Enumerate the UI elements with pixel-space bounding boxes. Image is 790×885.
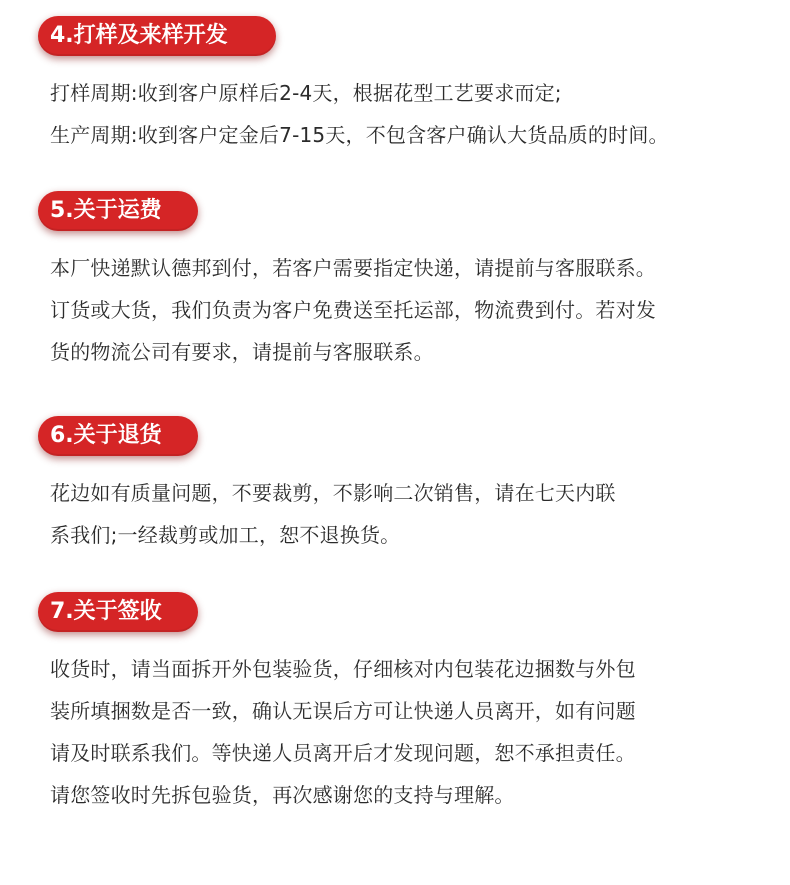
section-body bbox=[50, 648, 636, 816]
body-line: 收货时，请当面拆开外包装验货，仔细核对内包装花边捆数与外包 bbox=[50, 657, 636, 681]
section-title-badge: 7.关于签收 bbox=[38, 592, 198, 632]
body-line: 装所填捆数是否一致，确认无误后方可让快递人员离开，如有问题 bbox=[50, 699, 636, 723]
section-body bbox=[50, 247, 656, 373]
body-line: 请您签收时先拆包验货，再次感谢您的支持与理解。 bbox=[50, 783, 515, 807]
body-line: 订货或大货，我们负责为客户免费送至托运部，物流费到付。若对发 bbox=[50, 298, 656, 322]
body-line: 系我们;一经裁剪或加工，恕不退换货。 bbox=[50, 523, 401, 547]
section-title-badge: 4.打样及来样开发 bbox=[38, 16, 276, 56]
body-line: 生产周期:收到客户定金后7-15天，不包含客户确认大货品质的时间。 bbox=[50, 123, 669, 147]
section-body bbox=[50, 72, 669, 156]
body-line: 花边如有质量问题，不要裁剪，不影响二次销售，请在七天内联 bbox=[50, 481, 616, 505]
section-body bbox=[50, 472, 616, 556]
body-line: 本厂快递默认德邦到付，若客户需要指定快递，请提前与客服联系。 bbox=[50, 256, 656, 280]
section-title-badge: 6.关于退货 bbox=[38, 416, 198, 456]
section-title-badge: 5.关于运费 bbox=[38, 191, 198, 231]
body-line: 货的物流公司有要求，请提前与客服联系。 bbox=[50, 340, 434, 364]
body-line: 请及时联系我们。等快递人员离开后才发现问题，恕不承担责任。 bbox=[50, 741, 636, 765]
body-line: 打样周期:收到客户原样后2-4天，根据花型工艺要求而定; bbox=[50, 81, 562, 105]
